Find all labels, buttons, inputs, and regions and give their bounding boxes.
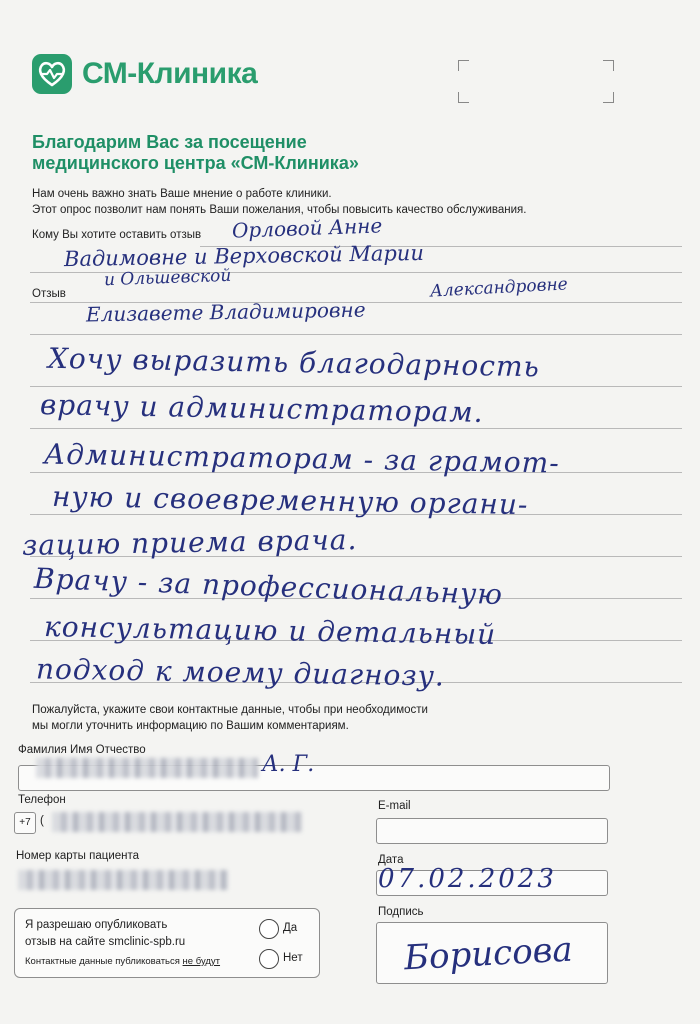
corner-mark [458,92,469,103]
consent-no-label: Нет [283,952,303,964]
handwriting-review-line: врачу и администраторам. [39,388,484,429]
phone-paren: ( [40,815,44,827]
card-label: Номер карты пациента [16,850,140,862]
handwriting-review-line: зацию приема врача. [21,523,358,562]
phone-prefix: +7 [14,812,36,834]
handwriting-review-line: Администраторам - за грамот- [43,437,560,480]
recipient-label: Кому Вы хотите оставить отзыв [32,229,202,241]
consent-yes-label: Да [283,922,298,934]
email-label: E-mail [378,800,411,812]
ruled-line [30,428,682,429]
name-label: Фамилия Имя Отчество [18,744,146,756]
heart-pulse-icon [32,54,72,94]
review-label: Отзыв [32,288,66,300]
consent-box [14,908,320,978]
handwriting-name-fragment: А. Г. [262,752,315,777]
handwriting-review-line: Хочу выразить благодарность [47,341,541,384]
handwriting-review-line: консультацию и детальный [43,610,497,651]
signature-label: Подпись [378,906,424,918]
email-field[interactable] [376,818,608,844]
intro-text: Нам очень важно знать Ваше мнение о работе клиники. Этот опрос позволит нам понять Ваши пожелания, чтобы повысить качество обслуживания. [32,188,527,216]
handwriting-recipient-line: Орловой Анне [231,213,383,243]
redacted-card-number [18,870,228,890]
phone-label: Телефон [18,794,66,806]
ruled-line [30,386,682,387]
consent-note: Контактные данные публиковаться не будут [25,956,221,967]
date-label: Дата [378,854,404,866]
redacted-phone [52,812,302,832]
ruled-line [30,334,682,335]
handwriting-recipient-line: Елизавете Владимировне [85,297,366,327]
handwriting-date: 07.02.2023 [378,864,557,894]
contacts-prompt: Пожалуйста, укажите свои контактные данные, чтобы при необходимости мы могли уточнить информацию по Вашим комментариям. [32,704,428,732]
handwriting-signature: Борисова [403,929,574,979]
corner-mark [458,60,469,71]
logo-mark [32,54,72,94]
consent-no-radio[interactable] [259,949,279,969]
page-title: Благодарим Вас за посещение медицинского центра «СМ-Клиника» [32,132,359,173]
redacted-name [36,758,258,778]
handwriting-review-line: Врачу - за профессиональную [33,561,504,612]
handwriting-review-line: подход к моему диагнозу. [35,652,446,693]
consent-text-line: отзыв на сайте smclinic-spb.ru [25,936,186,948]
handwriting-recipient-line: Александровне [429,274,569,302]
brand-name: СМ-Клиника [82,57,258,90]
consent-text-line: Я разрешаю опубликовать [25,919,168,931]
corner-mark [603,92,614,103]
consent-yes-radio[interactable] [259,919,279,939]
corner-mark [603,60,614,71]
handwriting-recipient-line: Вадимовне и Верховской Марии [63,240,425,272]
handwriting-review-line: ную и своевременную органи- [51,479,529,522]
handwriting-recipient-line: и Ольшевской [103,265,232,291]
